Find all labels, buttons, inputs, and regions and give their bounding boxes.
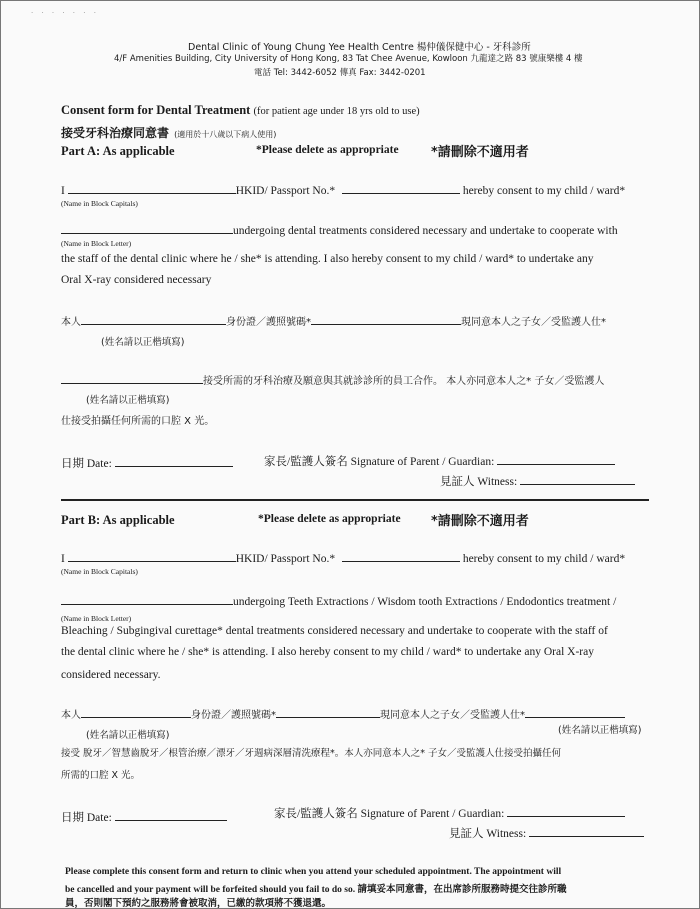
part-b-signature-row <box>274 804 625 821</box>
part-b-date-row <box>61 808 227 825</box>
witness-label: 見証人 Witness: <box>440 476 518 488</box>
zh-accept-text: 接受所需的牙科治療及願意與其就診診所的員工合作。 本人亦同意本人之* 子女／受監護人 <box>203 376 605 387</box>
form-title-zh-row <box>61 122 276 141</box>
part-a-xray-line: Oral X-ray considered necessary <box>61 274 212 286</box>
zh-xray-text-b: 所需的口腔 X 光。 <box>61 770 141 781</box>
part-a-line-1 <box>61 181 625 197</box>
footer-line-2: be cancelled and your payment will be forfeited should you fail to do so. 請填妥本同意書，在出席診所服務時提交往診所職 <box>65 885 567 895</box>
date-field-b[interactable] <box>115 808 227 821</box>
footer-line-1: Please complete this consent form and return to clinic when you attend your scheduled appointment. The appointment will <box>65 867 562 877</box>
name-block-capitals-note-b: (Name in Block Capitals) <box>61 567 138 576</box>
part-b-heading: Part B: As applicable <box>61 513 175 527</box>
date-label: 日期 Date: <box>61 458 112 470</box>
zh-id-field[interactable] <box>311 312 461 325</box>
part-a-signature-row <box>264 452 615 469</box>
i-label: I <box>61 185 65 197</box>
form-title <box>61 103 420 118</box>
zh-id-field-b[interactable] <box>276 705 380 718</box>
guardian-name-field[interactable] <box>68 181 236 194</box>
part-a-zh-line-1 <box>61 312 606 328</box>
hkid-label-b: HKID/ Passport No.* <box>235 553 336 565</box>
name-block-letter-note-b: (Name in Block Letter) <box>61 614 132 623</box>
part-b-witness-row <box>449 824 644 841</box>
part-a-line-2 <box>61 221 618 237</box>
clinic-phone-fax: 電話 Tel: 3442-6052 傳真 Fax: 3442-0201 <box>254 68 426 78</box>
zh-xray-text: 仕接受拍攝任何所需的口腔 X 光。 <box>61 416 215 427</box>
name-block-letter-note: (Name in Block Letter) <box>61 239 132 248</box>
form-title-zh: 接受牙科治療同意書 <box>61 126 170 140</box>
zh-name-note-right-b: (姓名請以正楷填寫) <box>558 725 642 736</box>
zh-name-note: (姓名請以正楷填寫) <box>101 337 185 348</box>
part-b-considered-line: considered necessary. <box>61 669 161 681</box>
signature-label-b: 家長/監護人簽名 Signature of Parent / Guardian: <box>274 808 505 820</box>
form-title-zh-note: (適用於十八歲以下病人使用) <box>174 130 277 139</box>
date-label-b: 日期 Date: <box>61 812 112 824</box>
zh-id-label-b: 身份證／護照號碼* <box>191 710 276 721</box>
form-title-note: (for patient age under 18 yrs old to use) <box>253 106 420 117</box>
zh-name-note-b: (姓名請以正楷填寫) <box>86 730 170 741</box>
guardian-name-field-b[interactable] <box>68 549 236 562</box>
zh-guardian-name-field-b[interactable] <box>81 705 191 718</box>
section-divider <box>61 499 649 501</box>
zh-consent-text-b: 現同意本人之子女／受監護人仕* <box>380 710 525 721</box>
zh-id-label: 身份證／護照號碼* <box>226 317 311 328</box>
part-a-witness-row <box>440 472 635 489</box>
consent-child-text: hereby consent to my child / ward* <box>462 185 626 197</box>
part-b-line-1 <box>61 549 625 565</box>
clinic-address: 4/F Amenities Building, City University of Hong Kong, 83 Tat Chee Avenue, Kowloon 九龍達之路 83 號康樂樓 4 樓 <box>114 54 583 64</box>
zh-self-label-b: 本人 <box>61 710 81 721</box>
zh-guardian-name-field[interactable] <box>81 312 226 325</box>
part-b-line-2 <box>61 592 616 608</box>
child-name-field-b[interactable] <box>61 592 233 605</box>
undergoing-text-b: undergoing Teeth Extractions / Wisdom tooth Extractions / Endodontics treatment / <box>233 596 617 608</box>
part-a-staff-line: the staff of the dental clinic where he / she* is attending. I also hereby consent to my child / ward* to undertake any <box>61 253 594 265</box>
zh-child-name-field[interactable] <box>61 371 203 384</box>
witness-label-b: 見証人 Witness: <box>449 828 527 840</box>
part-b-zh-line-1 <box>61 705 625 721</box>
date-field[interactable] <box>115 454 233 467</box>
form-title-en: Consent form for Dental Treatment <box>61 103 251 117</box>
undergoing-text: undergoing dental treatments considered necessary and undertake to cooperate with <box>233 225 618 237</box>
signature-label: 家長/監護人簽名 Signature of Parent / Guardian: <box>264 456 495 468</box>
part-b-staff-line: the dental clinic where he / she* is attending. I also hereby consent to my child / ward* to undertake any Oral X-ray <box>61 646 594 658</box>
part-a-heading: Part A: As applicable <box>61 144 175 158</box>
part-a-delete-note: *Please delete as appropriate <box>256 144 399 156</box>
signature-field-b[interactable] <box>507 804 625 817</box>
part-b-delete-note: *Please delete as appropriate <box>258 513 401 525</box>
zh-self-label: 本人 <box>61 317 81 328</box>
part-a-zh-line-2 <box>61 371 604 387</box>
zh-accept-text-b: 接受 脫牙／智慧齒脫牙／根管治療／漂牙／牙週病深層清洗療程*。本人亦同意本人之* 子女／受監護人仕接受拍攝任何 <box>61 748 562 759</box>
footer-line-3: 員，否則閣下預約之服務將會被取消，已繳的款項將不獲退還。 <box>65 898 332 909</box>
witness-field[interactable] <box>520 472 635 485</box>
part-b-bleaching-line: Bleaching / Subgingival curettage* dental treatments considered necessary and undertake to cooperate with the staff of <box>61 625 608 637</box>
zh-consent-text: 現同意本人之子女／受監護人仕* <box>461 317 606 328</box>
hkid-field-b[interactable] <box>342 549 460 562</box>
clinic-name: Dental Clinic of Young Chung Yee Health Centre 楊仲儀保健中心 - 牙科診所 <box>188 42 531 53</box>
name-block-capitals-note: (Name in Block Capitals) <box>61 199 138 208</box>
hkid-label: HKID/ Passport No.* <box>235 185 336 197</box>
child-name-field[interactable] <box>61 221 233 234</box>
hkid-field[interactable] <box>342 181 460 194</box>
zh-name-note-2: (姓名請以正楷填寫) <box>86 395 170 406</box>
witness-field-b[interactable] <box>529 824 644 837</box>
part-a-delete-note-zh: *請刪除不適用者 <box>431 145 529 160</box>
scan-artifact: · · · · · · · <box>31 9 99 17</box>
part-b-delete-note-zh: *請刪除不適用者 <box>431 514 529 529</box>
consent-child-text-b: hereby consent to my child / ward* <box>462 553 626 565</box>
zh-child-name-field-b[interactable] <box>525 705 625 718</box>
signature-field[interactable] <box>497 452 615 465</box>
i-label-b: I <box>61 553 65 565</box>
part-a-date-row <box>61 454 233 471</box>
